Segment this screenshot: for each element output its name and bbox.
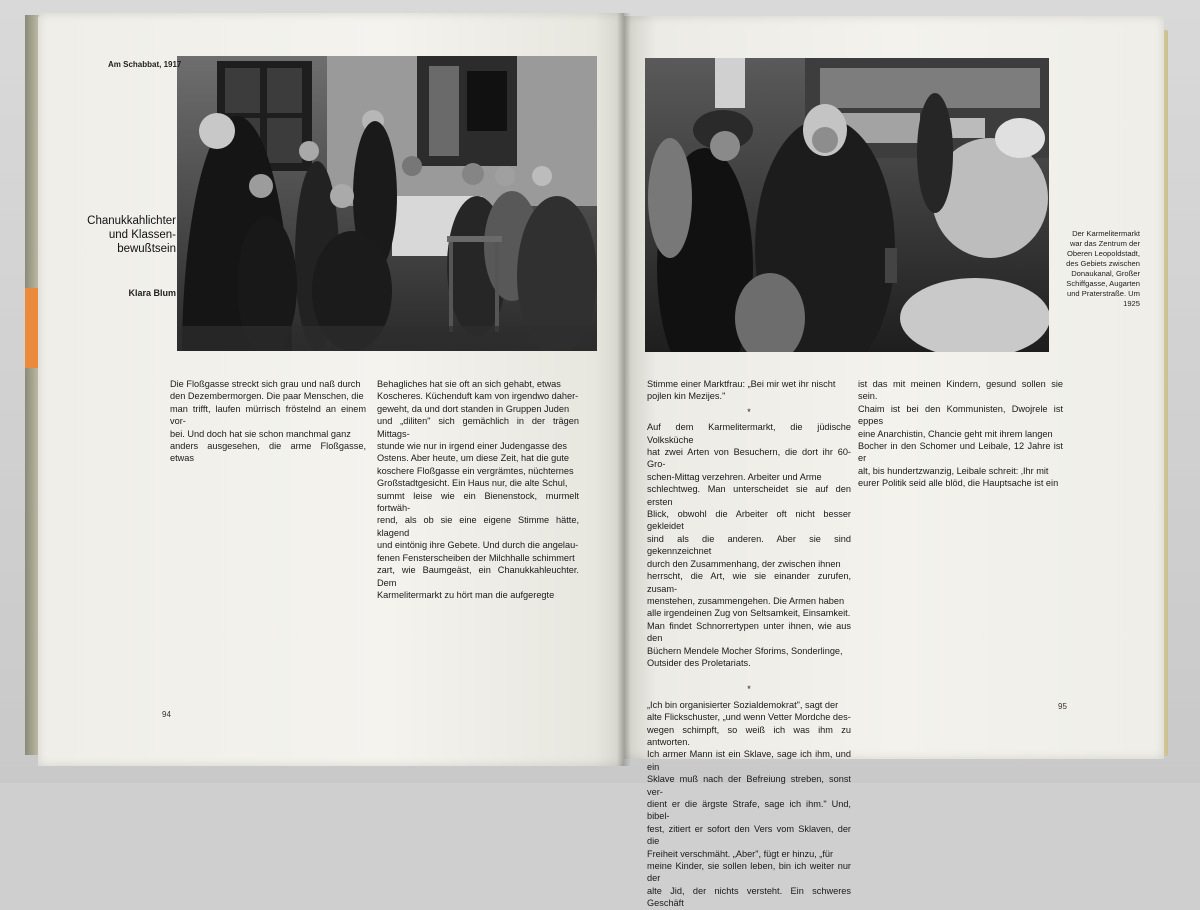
caption-line: Oberen Leopoldstadt, <box>1066 249 1140 258</box>
text-line: wegen schimpft, so weiß ich was ihm zu antworten. <box>647 724 851 747</box>
text-line: eine Anarchistin, Chancie geht mit ihrem langen <box>858 428 1053 439</box>
caption-line: 1925 <box>1123 299 1140 308</box>
text-line: alle irgendeinen Zug von Seltsamkeit, Einsamkeit. <box>647 608 851 619</box>
text-line: pojlen kin Mezijes." <box>647 391 726 402</box>
caption-line: Der Karmelitermarkt <box>1072 229 1140 238</box>
caption-line: des Gebiets zwischen <box>1066 259 1140 268</box>
text-line: Büchern Mendele Mocher Sforims, Sonderlinge, <box>647 645 843 656</box>
text-line: hat zwei Arten von Besuchern, die dort ihr 60-Gro- <box>647 447 851 470</box>
photo-side-caption <box>1052 229 1140 309</box>
text-line: man trifft, laufen mürrisch fröstelnd an einem vor- <box>170 403 366 427</box>
text-line: Ich armer Mann ist ein Sklave, sage ich ihm, und ein <box>647 749 851 772</box>
text-column-1 <box>170 378 366 465</box>
text-line: den Dezembermorgen. Die paar Menschen, die <box>170 391 364 402</box>
caption-line: war das Zentrum der <box>1069 239 1140 248</box>
text-line: Bocher in den Schomer und Leibale, 12 Jahre ist er <box>858 441 1063 464</box>
orange-bookmark-tab <box>25 288 39 368</box>
text-line: Freiheit verschmäht. „Aber", fügt er hinzu, „für <box>647 848 834 859</box>
text-line: Man findet Schnorrertypen unter ihnen, wie aus den <box>647 620 851 644</box>
photo-caption: Am Schabbat, 1917 <box>108 60 182 69</box>
text-line: meine Kinder, sie sollen leben, bin ich weiter nur der <box>647 861 851 884</box>
section-separator: * <box>747 684 751 695</box>
text-line: summt leise wie ein Bienenstock, murmelt fortwäh- <box>377 490 579 514</box>
heading-line: bewußtsein <box>117 243 176 255</box>
text-column-2 <box>377 378 579 601</box>
text-line: Chaim ist bei den Kommunisten, Dwojrele ist eppes <box>858 403 1063 427</box>
text-line: stunde wie nur in irgend einer Judengasse des <box>377 441 567 452</box>
text-line: menstehen, zusammengehen. Die Armen haben <box>647 595 845 606</box>
text-line: alt, bis hundertzwanzig, Leibale schreit: ‚Ihr mit <box>858 465 1049 476</box>
text-line: und eintönig ihre Gebete. Und durch die angelau- <box>377 540 579 551</box>
text-line: ist das mit meinen Kindern, gesund sollen sie sein. <box>858 379 1063 402</box>
text-line: fest, zitiert er sofort den Vers vom Sklaven, der die <box>647 823 851 847</box>
text-line: durch den Zusammenhang, der zwischen ihnen <box>647 558 841 569</box>
text-line: Behagliches hat sie oft an sich gehabt, etwas <box>377 379 561 389</box>
text-line: „Ich bin organisierter Sozialdemokrat", sagt der <box>647 699 839 710</box>
text-line: Blick, obwohl die Arbeiter oft nicht besser gekleidet <box>647 509 851 532</box>
caption-line: Donaukanal, Großer <box>1071 269 1140 278</box>
text-line: Outsider des Proletariats. <box>647 657 751 668</box>
text-line: koschere Floßgasse ein vergrämtes, nüchternes <box>377 465 574 476</box>
text-line: geweht, da und dort standen in Gruppen Juden <box>377 403 570 414</box>
article-heading <box>60 214 176 256</box>
text-line: Auf dem Karmelitermarkt, die jüdische Volksküche <box>647 422 851 445</box>
section-separator: * <box>747 406 751 417</box>
text-line: Großstadtgesicht. Ein Haus nur, die alte Schul, <box>377 478 568 489</box>
page-number-left: 94 <box>162 710 171 719</box>
text-column-4 <box>858 378 1063 490</box>
text-line: rend, als ob sie eine eigene Stimme hätte, klagend <box>377 515 579 538</box>
text-line: Ostens. Aber heute, um diese Zeit, hat die gute <box>377 453 570 464</box>
text-line: alte Flickschuster, „und wenn Vetter Mordche des- <box>647 712 851 723</box>
caption-line: Schiffgasse, Augarten <box>1066 279 1140 288</box>
book-gutter <box>617 13 631 766</box>
photo-sabbath-gathering <box>177 56 597 351</box>
text-line: Karmelitermarkt zu hört man die aufgeregte <box>377 589 555 600</box>
text-line: schlechtweg. Man unterscheidet sie auf den ersten <box>647 484 851 507</box>
page-number-right: 95 <box>1058 702 1067 711</box>
heading-line: und Klassen- <box>108 229 176 241</box>
heading-line: Chanukkahlichter <box>87 215 176 227</box>
text-line: dient er die ärgste Strafe, sage ich ihm." Und, bibel- <box>647 799 851 822</box>
text-line: Stimme einer Marktfrau: „Bei mir wet ihr nischt <box>647 379 836 389</box>
text-column-3 <box>647 378 851 910</box>
photo-karmelitermarkt <box>645 58 1049 352</box>
text-line: zart, wie Baumgeäst, ein Chanukkahleuchter. Dem <box>377 565 579 588</box>
text-line: sind als die anderen. Aber sie sind gekennzeichnet <box>647 533 851 557</box>
article-author: Klara Blum <box>128 288 176 298</box>
text-line: Koscheres. Küchenduft kam von irgendwo daher- <box>377 391 579 402</box>
text-line: schen-Mittag verzehren. Arbeiter und Arme <box>647 471 822 482</box>
text-line: fenen Fensterscheiben der Milchhalle schimmert <box>377 552 575 563</box>
caption-line: und Praterstraße. Um <box>1066 289 1140 298</box>
text-line: anders ausgesehen, die arme Floßgasse, etwas <box>170 441 366 464</box>
text-line: alte Jid, der nichts versteht. Ein schweres Geschäft <box>647 885 851 909</box>
text-line: eurer Politik seid alle blöd, die Hauptsache ist ein <box>858 478 1059 489</box>
text-line: Sklave muß nach der Befreiung streben, sonst ver- <box>647 774 851 797</box>
text-line: und „diliten" sich gemächlich in der trägen Mittags- <box>377 416 579 439</box>
text-line: bei. Und doch hat sie schon manchmal ganz <box>170 428 351 439</box>
text-line: Die Floßgasse streckt sich grau und naß durch <box>170 379 361 389</box>
text-line: herrscht, die Art, wie sie einander zurufen, zusam- <box>647 571 851 594</box>
